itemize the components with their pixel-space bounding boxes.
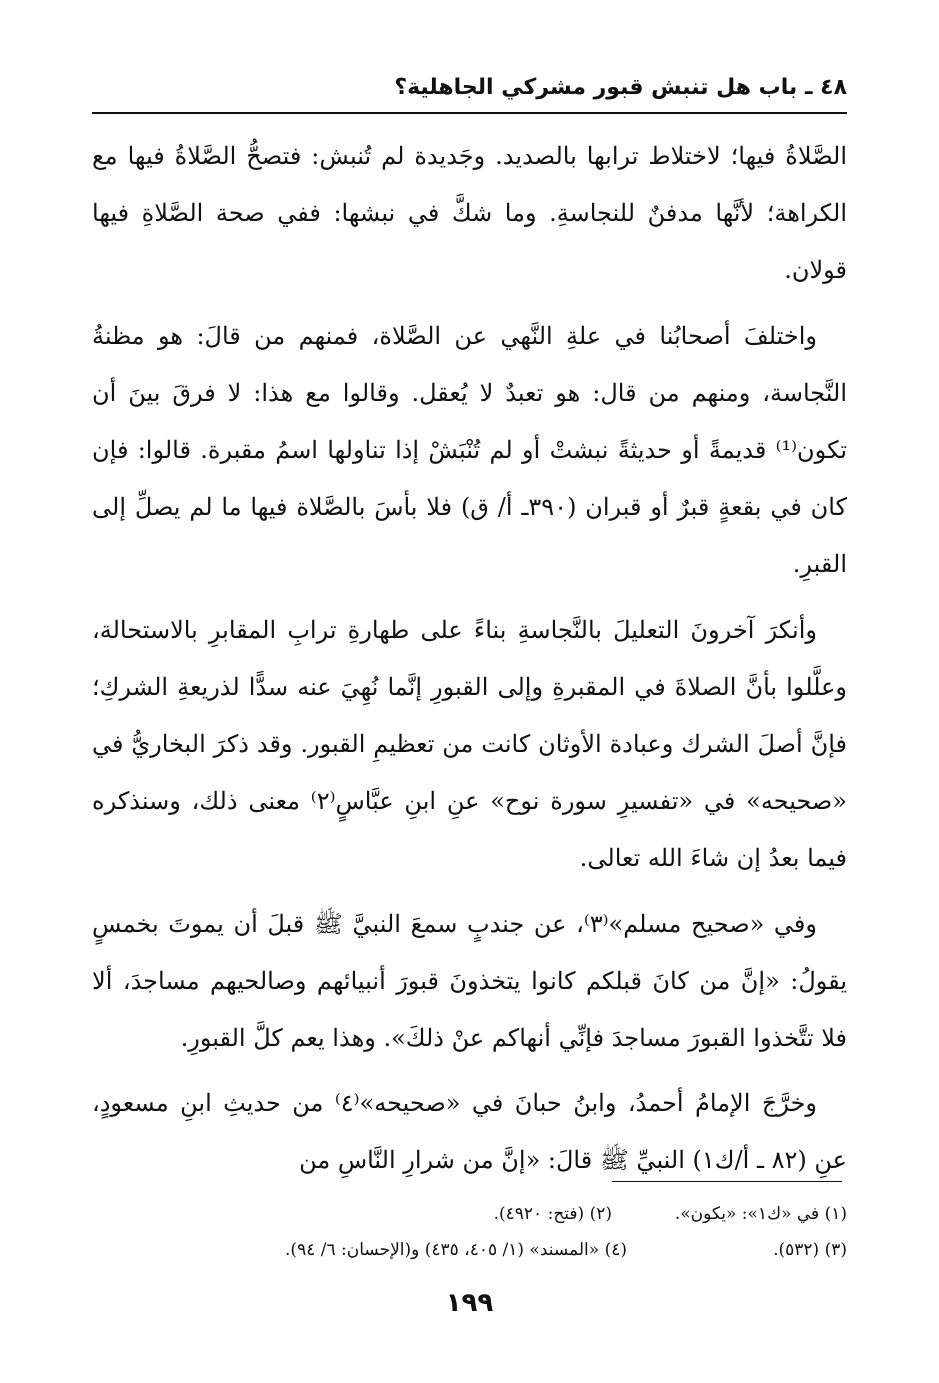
footnote-row bbox=[92, 1196, 847, 1232]
footnote-row bbox=[92, 1232, 847, 1268]
footnote-3: (٣) (٥٣٢). bbox=[773, 1240, 847, 1260]
paragraph: وفي «صحيح مسلم»⁽٣⁾، عن جندبٍ سمعَ النبيَّ ﷺ قبلَ أن يموتَ بخمسٍ يقولُ: «إنَّ من كانَ قبلكم كانوا يتخذونَ قبورَ أنبيائهم وصالحيهم مساجدَ، ألا فلا تتَّخذوا القبورَ مساجدَ فإنِّي أنهاكم عنْ ذلكَ». وهذا يعم كلَّ القبورِ. bbox=[92, 909, 847, 1053]
paragraph: وخرَّجَ الإمامُ أحمدُ، وابنُ حبانَ في «صحيحه»⁽٤⁾ من حديثِ ابنِ مسعودٍ، عنِ (٨٢ ـ أ/ك١) النبيِّ ﷺ قالَ: «إنَّ من شرارِ النَّاسِ من bbox=[92, 1089, 847, 1175]
page-number: ١٩٩ bbox=[445, 1288, 494, 1318]
paragraph: واختلفَ أصحابُنا في علةِ النَّهي عن الصَّلاة، فمنهم من قالَ: هو مظنةُ النَّجاسة، ومنهم من قال: هو تعبدٌ لا يُعقل. وقالوا مع هذا: لا فرقَ بينَ أن تكون⁽¹⁾ قديمةً أو حديثةً نبشتْ أو لم تُنْبَشْ إذا تناولها اسمُ مقبرة. قالوا: فإن كان في بقعةٍ قبرٌ أو قبران (٣٩٠ـ أ/ ق) فلا بأسَ بالصَّلاة فيها ما لم يصلِّ إلى القبرِ. bbox=[92, 321, 848, 579]
header-rule bbox=[92, 112, 847, 114]
footnote-2: (٢) (فتح: ٤٩٢٠). bbox=[493, 1204, 612, 1224]
footnote-1: (١) في «ك١»: «يكون». bbox=[674, 1204, 847, 1224]
main-text bbox=[92, 128, 847, 1198]
footnote-rule bbox=[612, 1181, 842, 1182]
footnotes bbox=[92, 1196, 847, 1268]
paragraph: الصَّلاةُ فيها؛ لاختلاط ترابها بالصديد. وجَديدة لم تُنبش: فتصحُّ الصَّلاةُ فيها مع الكراهة؛ لأنَّها مدفنٌ للنجاسةِ. وما شكَّ في نبشها: ففي صحة الصَّلاةِ فيها قولان. bbox=[92, 142, 847, 285]
running-head: ٤٨ ـ باب هل تنبش قبور مشركي الجاهلية؟ bbox=[394, 75, 847, 100]
footnote-4: (٤) «المسند» (١/ ٤٠٥، ٤٣٥) و(الإحسان: ٦/ ٩٤). bbox=[285, 1240, 627, 1260]
paragraph: وأنكرَ آخرونَ التعليلَ بالنَّجاسةِ بناءً على طهارةِ ترابِ المقابرِ بالاستحالة، وعلَّلوا بأنَّ الصلاةَ في المقبرةِ وإلى القبورِ إنَّما نُهِيَ عنه سدًّا لذريعةِ الشركِ؛ فإنَّ أصلَ الشرك وعبادة الأوثان كانت من تعظيمِ القبور. وقد ذكرَ البخاريُّ في «صحيحه» في «تفسيرِ سورة نوح» عنِ ابنِ عبَّاسٍ⁽٢⁾ معنى ذلك، وسنذكره فيما بعدُ إن شاءَ الله تعالى. bbox=[92, 615, 847, 873]
